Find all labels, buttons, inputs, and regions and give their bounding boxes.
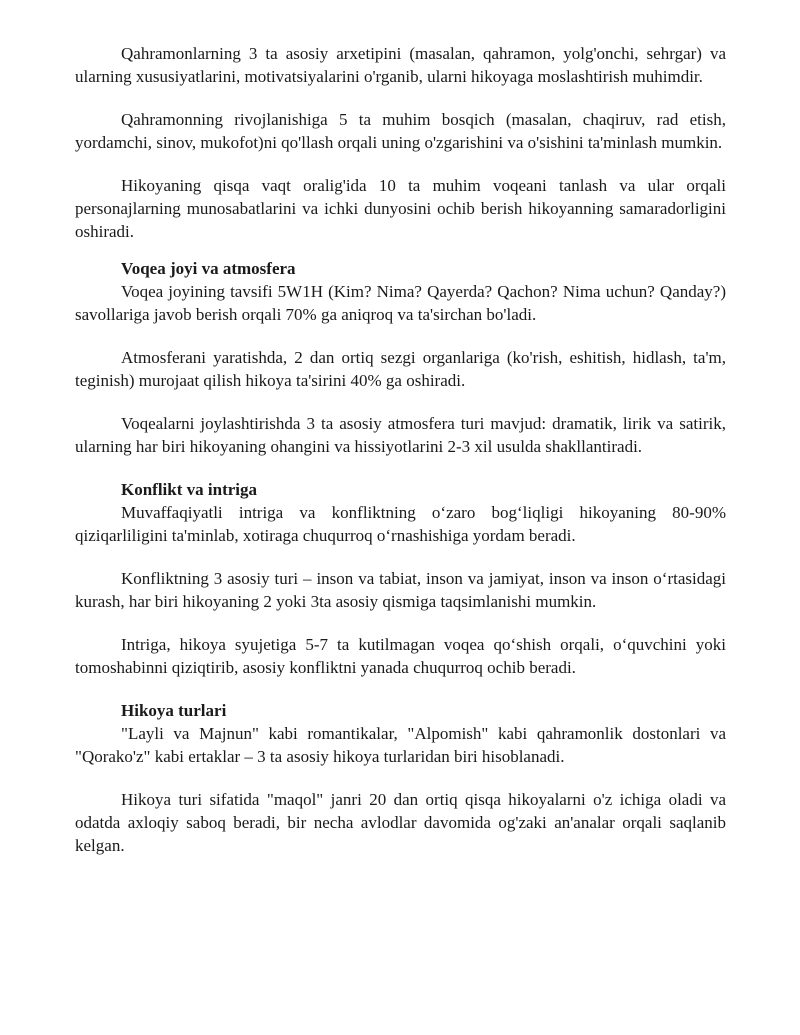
section-1-paragraph-1: Voqea joyining tavsifi 5W1H (Kim? Nima? Qayerda? Qachon? Nima uchun? Qanday?) savollariga javob berish orqali 70% ga aniqroq va ta'sirchan bo'ladi. [75,282,726,324]
section-voqea-joyi [75,257,726,458]
intro-paragraph-3: Hikoyaning qisqa vaqt oralig'ida 10 ta muhim voqeani tanlash va ular orqali personajlarning munosabatlarini va ichki dunyosini ochib berish hikoyanning samaradorligini oshiradi. [75,176,726,241]
intro-paragraph-1: Qahramonlarning 3 ta asosiy arxetipini (masalan, qahramon, yolg'onchi, sehrgar) va ularning xususiyatlarini, motivatsiyalarini o'rganib, ularni hikoyaga moslashtirish muhimdir. [75,44,726,86]
section-1-paragraph-2: Atmosferani yaratishda, 2 dan ortiq sezgi organlariga (ko'rish, eshitish, hidlash, ta'm, teginish) murojaat qilish hikoya ta'sirini 40% ga oshiradi. [75,348,726,390]
section-2-paragraph-3: Intriga, hikoya syujetiga 5-7 ta kutilmagan voqea qo‘shish orqali, o‘quvchini yoki tomoshabinni qiziqtirib, asosiy konfliktni yanada chuqurroq ochib beradi. [75,635,726,677]
section-heading-voqea-joyi: Voqea joyi va atmosfera [121,259,296,278]
section-3-paragraph-1: "Layli va Majnun" kabi romantikalar, "Alpomish" kabi qahramonlik dostonlari va "Qorako'z" kabi ertaklar – 3 ta asosiy hikoya turlaridan biri hisoblanadi. [75,724,726,766]
section-2-paragraph-1: Muvaffaqiyatli intriga va konfliktning o‘zaro bog‘liqligi hikoyaning 80-90% qiziqarliligini ta'minlab, xotiraga chuqurroq o‘rnashishiga yordam beradi. [75,503,726,545]
section-1-paragraph-3: Voqealarni joylashtirishda 3 ta asosiy atmosfera turi mavjud: dramatik, lirik va satirik, ularning har biri hikoyaning ohangini va hissiyotlarini 2-3 xil usulda shakllantiradi. [75,414,726,456]
intro-paragraph-2: Qahramonning rivojlanishiga 5 ta muhim bosqich (masalan, chaqiruv, rad etish, yordamchi, sinov, mukofot)ni qo'llash orqali uning o'zgarishini va o'sishini ta'minlash mumkin. [75,110,726,152]
section-konflikt [75,478,726,679]
section-2-paragraph-2: Konfliktning 3 asosiy turi – inson va tabiat, inson va jamiyat, inson va inson o‘rtasidagi kurash, har biri hikoyaning 2 yoki 3ta asosiy qismiga taqsimlanishi mumkin. [75,569,726,611]
section-3-paragraph-2: Hikoya turi sifatida "maqol" janri 20 dan ortiq qisqa hikoyalarni o'z ichiga oladi va odatda axloqiy saboq beradi, bir necha avlodlar davomida og'zaki an'analar orqali saqlanib kelgan. [75,790,726,855]
section-hikoya-turlari [75,699,726,857]
section-heading-konflikt: Konflikt va intriga [121,480,258,499]
section-heading-hikoya-turlari: Hikoya turlari [121,701,227,720]
